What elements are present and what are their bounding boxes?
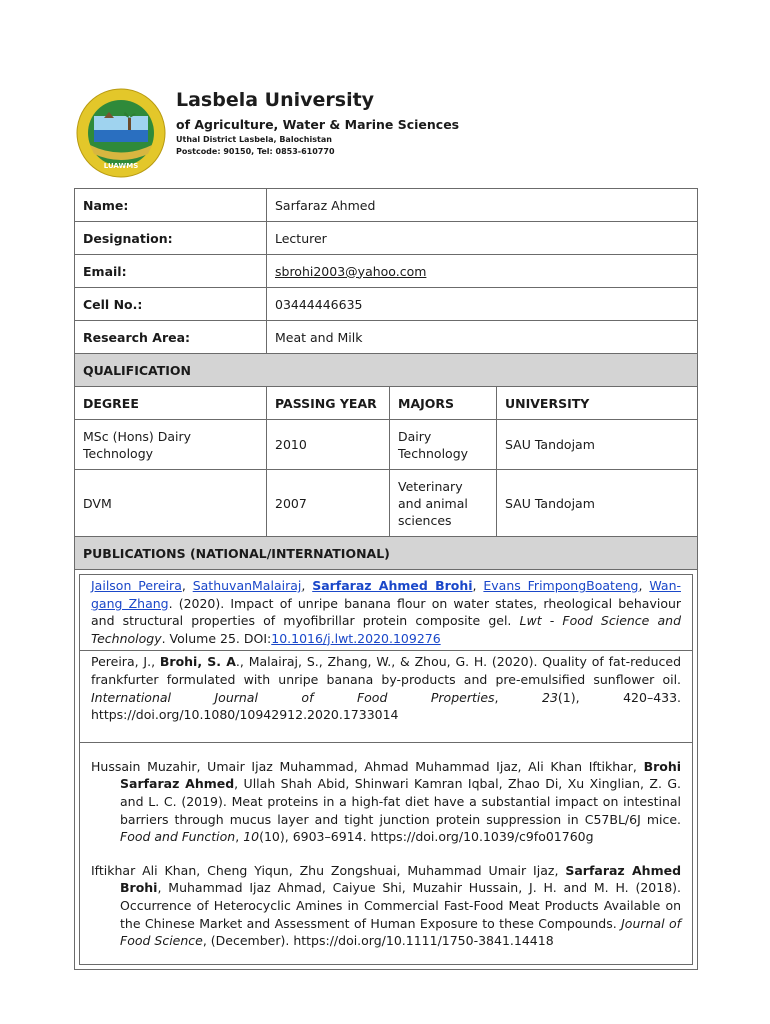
university-name: Lasbela University (176, 89, 375, 111)
table-row (75, 470, 698, 537)
qualification-heading-row (75, 354, 698, 387)
cell-value: 03444446635 (267, 288, 698, 321)
journal-name: Lwt - Food Science and Technology (91, 613, 682, 646)
year-cell: 2007 (267, 470, 390, 537)
publications-heading: PUBLICATIONS (NATIONAL/INTERNATIONAL) (75, 537, 698, 570)
col-passing-year: PASSING YEAR (267, 387, 390, 420)
col-university: UNIVERSITY (497, 387, 698, 420)
publications-list (79, 574, 693, 965)
designation-value: Lecturer (267, 222, 698, 255)
address-line-2: Postcode: 90150, Tel: 0853-610770 (176, 147, 335, 156)
cell-label: Cell No.: (75, 288, 267, 321)
address-line-1: Uthal District Lasbela, Balochistan (176, 135, 332, 144)
qualification-header-row (75, 387, 698, 420)
row-cell (75, 288, 698, 321)
row-name (75, 189, 698, 222)
name-value: Sarfaraz Ahmed (267, 189, 698, 222)
email-label: Email: (75, 255, 267, 288)
author-link[interactable]: Sarfaraz Ahmed Brohi (312, 578, 473, 593)
university-cell: SAU Tandojam (497, 470, 698, 537)
university-cell: SAU Tandojam (497, 420, 698, 470)
name-label: Name: (75, 189, 267, 222)
publication-item: Iftikhar Ali Khan, Cheng Yiqun, Zhu Zongshuai, Muhammad Umair Ijaz, Sarfaraz Ahmed Brohi, Muhammad Ijaz Ahmad, Caiyue Shi, Muzahir Hussain, J. H. and M. H. (2018). Occurrence of Heterocyclic Amines in Commercial Fast-Food Meat Products Available on the Chinese Market and Assessment of Human Exposure to these Compounds. Journal of Food Science, (December). https://doi.org/10.1111/1750-3841.14418 (91, 862, 682, 949)
author-link[interactable]: SathuvanMalairaj (192, 578, 302, 593)
letterhead (76, 88, 696, 178)
publications-row (75, 570, 698, 970)
university-logo (76, 88, 166, 178)
journal-name: Food and Function (120, 829, 236, 845)
degree-cell: DVM (75, 470, 267, 537)
journal-name: International Journal of Food Properties (91, 689, 495, 705)
table-row (75, 420, 698, 470)
col-majors: MAJORS (390, 387, 497, 420)
publication-item: Jailson Pereira, SathuvanMalairaj, Sarfaraz Ahmed Brohi, Evans FrimpongBoateng, Wan-gang Zhang. (2020). Impact of unripe banana flour on water states, rheological behaviour and structural properties of myofibrillar protein composite gel. Lwt - Food Science and Technology. Volume 25. DOI:10.1016/j.lwt.2020.109276 (80, 575, 692, 651)
address (176, 134, 335, 158)
svg-text:LUAWMS: LUAWMS (103, 162, 139, 170)
doi-link[interactable]: 10.1016/j.lwt.2020.109276 (271, 630, 441, 646)
author-link[interactable]: Wan-gang Zhang (91, 578, 681, 611)
majors-cell: Veterinary and animal sciences (390, 470, 497, 537)
research-label: Research Area: (75, 321, 267, 354)
row-research (75, 321, 698, 354)
col-degree: DEGREE (75, 387, 267, 420)
faculty-name: of Agriculture, Water & Marine Sciences (176, 117, 460, 132)
degree-cell: MSc (Hons) Dairy Technology (75, 420, 267, 470)
row-email (75, 255, 698, 288)
email-link[interactable]: sbrohi2003@yahoo.com (275, 263, 427, 279)
research-value: Meat and Milk (267, 321, 698, 354)
journal-name: Journal of Food Science (120, 915, 682, 949)
designation-label: Designation: (75, 222, 267, 255)
publications-heading-row (75, 537, 698, 570)
cv-table (74, 188, 698, 970)
author-link[interactable]: Jailson Pereira (91, 578, 182, 593)
majors-cell: Dairy Technology (390, 420, 497, 470)
row-designation (75, 222, 698, 255)
publication-item: Hussain Muzahir, Umair Ijaz Muhammad, Ahmad Muhammad Ijaz, Ali Khan Iftikhar, Brohi Sarfaraz Ahmed, Ullah Shah Abid, Shinwari Kamran Iqbal, Zhao Di, Xu Xinglian, Z. G. and L. C. (2019). Meat proteins in a high-fat diet have a substantial impact on intestinal barriers through mucus layer and tight junction protein suppression in C57BL/6J mice. Food and Function, 10(10), 6903–6914. https://doi.org/10.1039/c9fo01760g (91, 758, 682, 845)
year-cell: 2010 (267, 420, 390, 470)
qualification-heading: QUALIFICATION (75, 354, 698, 387)
author-link[interactable]: Evans FrimpongBoateng (483, 578, 639, 593)
publication-item: Pereira, J., Brohi, S. A., Malairaj, S., Zhang, W., & Zhou, G. H. (2020). Quality of fat-reduced frankfurter formulated with unripe banana by-products and pre-emulsified sunflower oil. International Journal of Food Properties, 23(1), 420–433. https://doi.org/10.1080/10942912.2020.1733014 (80, 651, 692, 742)
